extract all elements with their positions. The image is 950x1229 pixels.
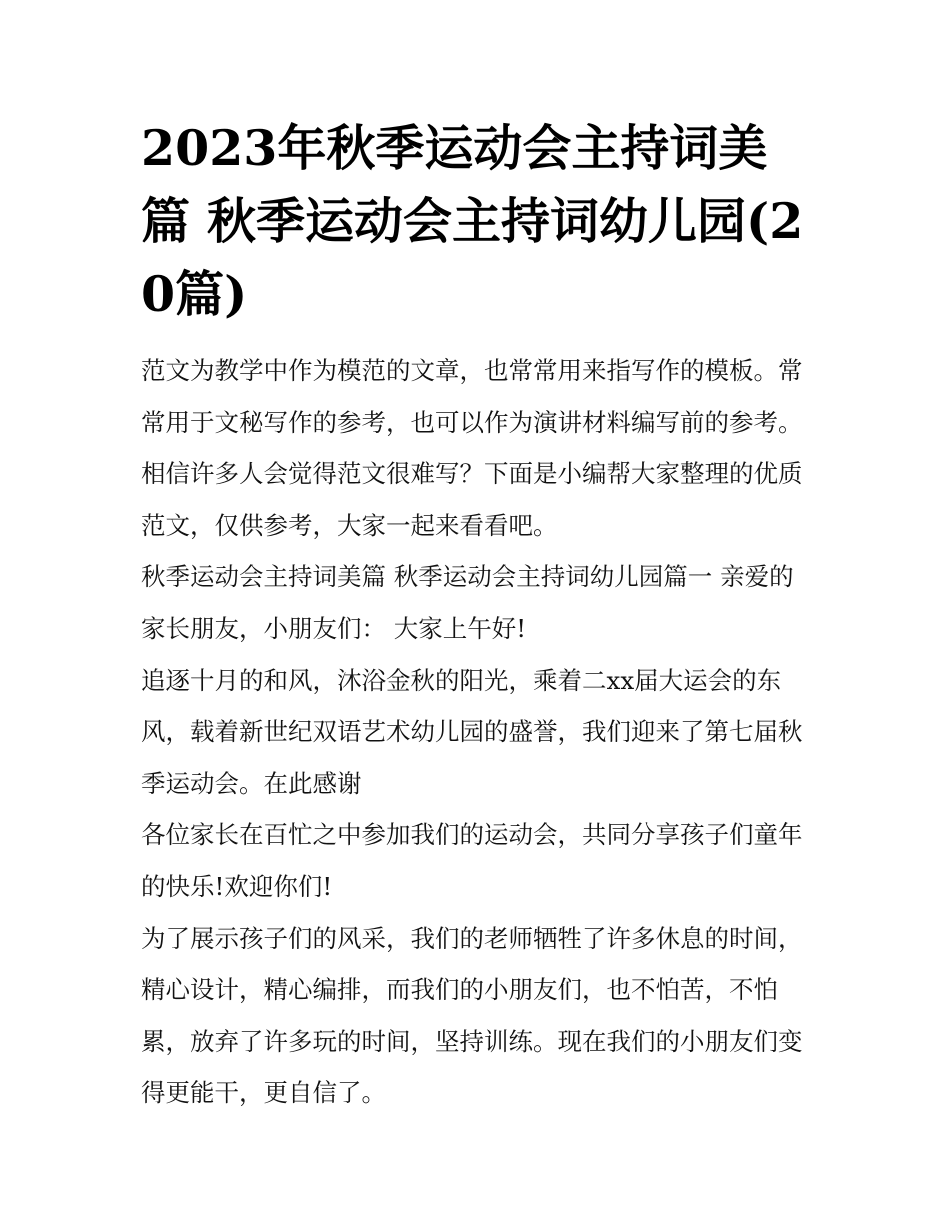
paragraph-opening: 追逐十月的和风，沐浴金秋的阳光，乘着二xx届大运会的东风，载着新世纪双语艺术幼儿园的盛誉，我们迎来了第七届秋季运动会。在此感谢 [141, 665, 803, 798]
document-body [141, 345, 813, 1119]
document-title: 2023年秋季运动会主持词美篇 秋季运动会主持词幼儿园(20篇) [141, 119, 804, 323]
paragraph-intro: 范文为教学中作为模范的文章，也常常用来指写作的模板。常常用于文秘写作的参考，也可以作为演讲材料编写前的参考。相信许多人会觉得范文很难写？下面是小编帮大家整理的优质范文，仅供参考，大家一起来看看吧。 [141, 356, 803, 540]
paragraph-showcase: 为了展示孩子们的风采，我们的老师牺牲了许多休息的时间，精心设计，精心编排，而我们的小朋友们，也不怕苦，不怕累，放弃了许多玩的时间，坚持训练。现在我们的小朋友们变得更能干，更自信了。 [141, 923, 803, 1108]
document-content [141, 112, 813, 1119]
paragraph-greeting: 秋季运动会主持词美篇 秋季运动会主持词幼儿园篇一 亲爱的家长朋友，小朋友们： 大家上午好! [141, 562, 794, 643]
paragraph-thanks: 各位家长在百忙之中参加我们的运动会，共同分享孩子们童年的快乐!欢迎你们! [141, 820, 803, 901]
